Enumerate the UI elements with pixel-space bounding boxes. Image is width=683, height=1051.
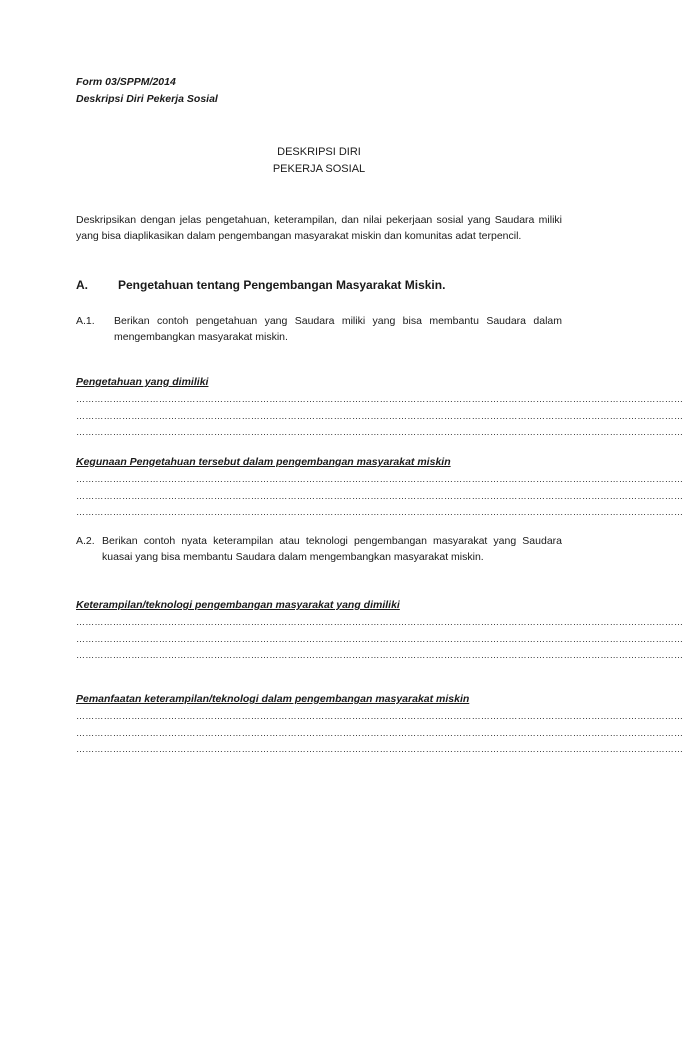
question-a2-text: Berikan contoh nyata keterampilan atau teknologi pengembangan masyarakat yang Saudara kuasai yang bisa membantu Saudara dalam mengembangkan masyarakat miskin. (102, 535, 562, 563)
answer-line[interactable]: ……………………………………………………………………………………………………………………………………………………………………………… (76, 394, 683, 404)
form-code: Form 03/SPPM/2014 (76, 76, 176, 88)
question-a1-number: A.1. (76, 315, 95, 327)
question-a2 (76, 533, 562, 565)
answer-line[interactable]: ……………………………………………………………………………………………………………………………………………………………………………… (76, 491, 683, 501)
answer-line[interactable]: ……………………………………………………………………………………………………………………………………………………………………………… (76, 728, 683, 738)
question-a1 (76, 313, 562, 345)
question-a2-number: A.2. (76, 535, 95, 547)
form-title: Deskripsi Diri Pekerja Sosial (76, 93, 218, 105)
answer-line[interactable]: ……………………………………………………………………………………………………………………………………………………………………………… (76, 411, 683, 421)
answer-line[interactable]: ……………………………………………………………………………………………………………………………………………………………………………… (76, 744, 683, 754)
intro-paragraph: Deskripsikan dengan jelas pengetahuan, keterampilan, dan nilai pekerjaan sosial yang Saudara miliki yang bisa diaplikasikan dalam pengembangan masyarakat miskin dan komunitas adat terpencil. (76, 214, 562, 242)
question-a1-text: Berikan contoh pengetahuan yang Saudara miliki yang bisa membantu Saudara dalam mengembangkan masyarakat miskin. (114, 315, 562, 343)
document-title-line-1: DESKRIPSI DIRI (277, 146, 361, 158)
field-heading-pengetahuan: Pengetahuan yang dimiliki (76, 376, 209, 388)
answer-line[interactable]: ……………………………………………………………………………………………………………………………………………………………………………… (76, 427, 683, 437)
answer-line[interactable]: ……………………………………………………………………………………………………………………………………………………………………………… (76, 507, 683, 517)
answer-line[interactable]: ……………………………………………………………………………………………………………………………………………………………………………… (76, 474, 683, 484)
section-a-heading (76, 278, 445, 292)
section-a-label: A. (76, 278, 88, 292)
answer-line[interactable]: ……………………………………………………………………………………………………………………………………………………………………………… (76, 650, 683, 660)
field-heading-kegunaan: Kegunaan Pengetahuan tersebut dalam pengembangan masyarakat miskin (76, 456, 451, 468)
section-a-title: Pengetahuan tentang Pengembangan Masyarakat Miskin. (118, 278, 446, 292)
document-title-line-2: PEKERJA SOSIAL (272, 163, 366, 175)
answer-line[interactable]: ……………………………………………………………………………………………………………………………………………………………………………… (76, 634, 683, 644)
field-heading-pemanfaatan: Pemanfaatan keterampilan/teknologi dalam pengembangan masyarakat miskin (76, 693, 470, 705)
field-heading-keterampilan: Keterampilan/teknologi pengembangan masyarakat yang dimiliki (76, 599, 400, 611)
answer-line[interactable]: ……………………………………………………………………………………………………………………………………………………………………………… (76, 617, 683, 627)
answer-line[interactable]: ……………………………………………………………………………………………………………………………………………………………………………… (76, 711, 683, 721)
